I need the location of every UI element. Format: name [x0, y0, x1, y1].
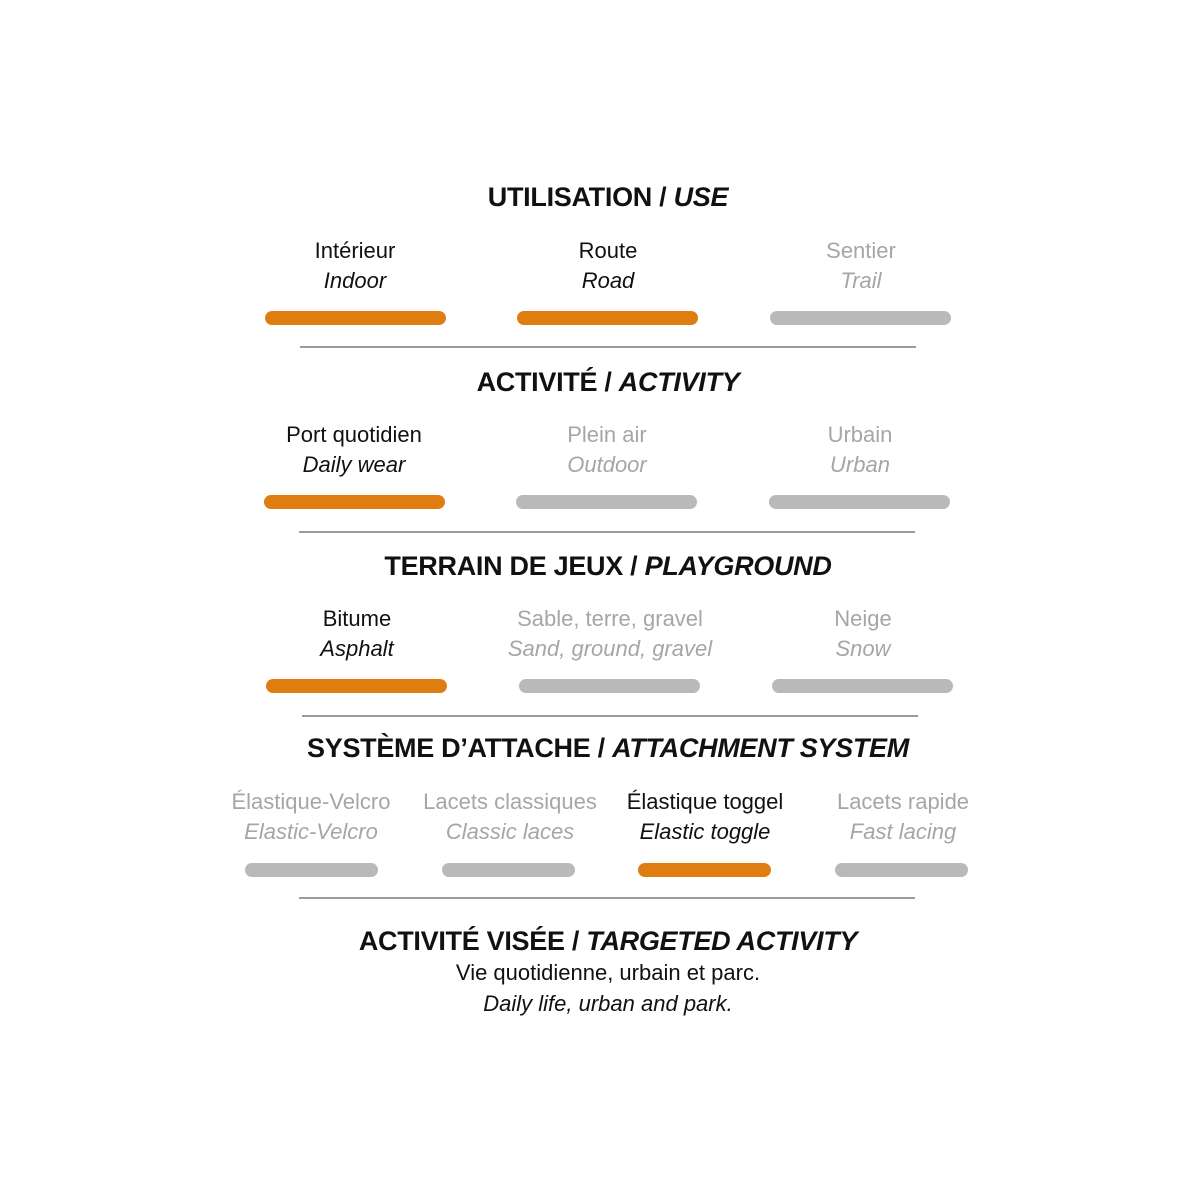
option-label-fr: Urbain — [827, 422, 893, 447]
option-fast-lacing — [808, 787, 998, 847]
section-title-playground-en: PLAYGROUND — [644, 551, 832, 581]
option-label-fr: Bitume — [322, 606, 392, 631]
option-road — [508, 236, 708, 296]
option-classic-laces — [412, 787, 608, 847]
option-label-en: Asphalt — [320, 636, 394, 661]
indicator-bar-road — [517, 311, 698, 325]
option-label-en: Fast lacing — [849, 819, 957, 844]
option-label-fr: Intérieur — [314, 238, 396, 263]
option-label-fr: Route — [578, 238, 638, 263]
indicator-bar-daily-wear — [264, 495, 445, 509]
section-title-targeted-activity: ACTIVITÉ VISÉE / TARGETED ACTIVITY — [358, 926, 858, 956]
option-label-fr: Élastique toggel — [626, 789, 784, 814]
option-label-fr: Port quotidien — [286, 422, 422, 447]
indicator-bar-snow — [772, 679, 953, 693]
divider — [299, 897, 915, 899]
section-title-activity: ACTIVITÉ / ACTIVITY — [476, 367, 740, 397]
indicator-bar-fast-lacing — [835, 863, 968, 877]
section-title-attachment-en: ATTACHMENT SYSTEM — [612, 733, 909, 763]
section-title-use-fr: UTILISATION — [487, 182, 652, 212]
indicator-bar-trail — [770, 311, 951, 325]
option-sand-ground-gravel — [480, 604, 740, 664]
divider — [300, 346, 916, 348]
section-title-use-en: USE — [673, 182, 729, 212]
option-label-en: Daily wear — [302, 452, 406, 477]
section-title-activity-en: ACTIVITY — [618, 367, 740, 397]
option-label-fr: Sable, terre, gravel — [517, 606, 703, 631]
option-label-en: Classic laces — [445, 819, 575, 844]
indicator-bar-elastic-toggle — [638, 863, 771, 877]
option-label-en: Elastic toggle — [639, 819, 771, 844]
option-elastic-velcro — [216, 787, 406, 847]
option-label-en: Outdoor — [567, 452, 647, 477]
targeted-activity-text-fr: Vie quotidienne, urbain et parc. — [455, 960, 761, 985]
section-title-playground-fr: TERRAIN DE JEUX — [384, 551, 623, 581]
option-label-en: Urban — [830, 452, 890, 477]
option-label-en: Trail — [840, 268, 882, 293]
option-label-en: Snow — [835, 636, 891, 661]
option-label-fr: Plein air — [567, 422, 647, 447]
indicator-bar-outdoor — [516, 495, 697, 509]
section-title-attachment-fr: SYSTÈME D’ATTACHE — [307, 733, 591, 763]
option-label-fr: Lacets rapide — [836, 789, 970, 814]
option-asphalt — [257, 604, 457, 664]
section-title-activity-fr: ACTIVITÉ — [476, 367, 598, 397]
indicator-bar-elastic-velcro — [245, 863, 378, 877]
targeted-activity-text-en: Daily life, urban and park. — [483, 991, 733, 1016]
option-snow — [763, 604, 963, 664]
option-label-en: Road — [581, 268, 635, 293]
option-daily-wear — [234, 420, 474, 480]
option-label-en: Elastic-Velcro — [244, 819, 378, 844]
indicator-bar-asphalt — [266, 679, 447, 693]
indicator-bar-sand-ground-gravel — [519, 679, 700, 693]
section-title-playground: TERRAIN DE JEUX / PLAYGROUND — [384, 551, 832, 581]
indicator-bar-indoor — [265, 311, 446, 325]
section-title-targeted-en: TARGETED ACTIVITY — [586, 926, 858, 956]
indicator-bar-urban — [769, 495, 950, 509]
option-elastic-toggle — [610, 787, 800, 847]
option-urban — [760, 420, 960, 480]
option-indoor — [255, 236, 455, 296]
indicator-bar-classic-laces — [442, 863, 575, 877]
option-label-fr: Sentier — [826, 238, 896, 263]
option-trail — [761, 236, 961, 296]
section-title-use: UTILISATION / USE — [487, 182, 729, 212]
divider — [299, 531, 915, 533]
option-label-en: Indoor — [323, 268, 387, 293]
option-label-fr: Élastique-Velcro — [231, 789, 391, 814]
section-title-attachment: SYSTÈME D’ATTACHE / ATTACHMENT SYSTEM — [307, 733, 909, 763]
option-label-fr: Lacets classiques — [423, 789, 597, 814]
option-outdoor — [507, 420, 707, 480]
divider — [302, 715, 918, 717]
option-label-fr: Neige — [834, 606, 892, 631]
option-label-en: Sand, ground, gravel — [507, 636, 713, 661]
section-title-targeted-fr: ACTIVITÉ VISÉE — [358, 926, 565, 956]
